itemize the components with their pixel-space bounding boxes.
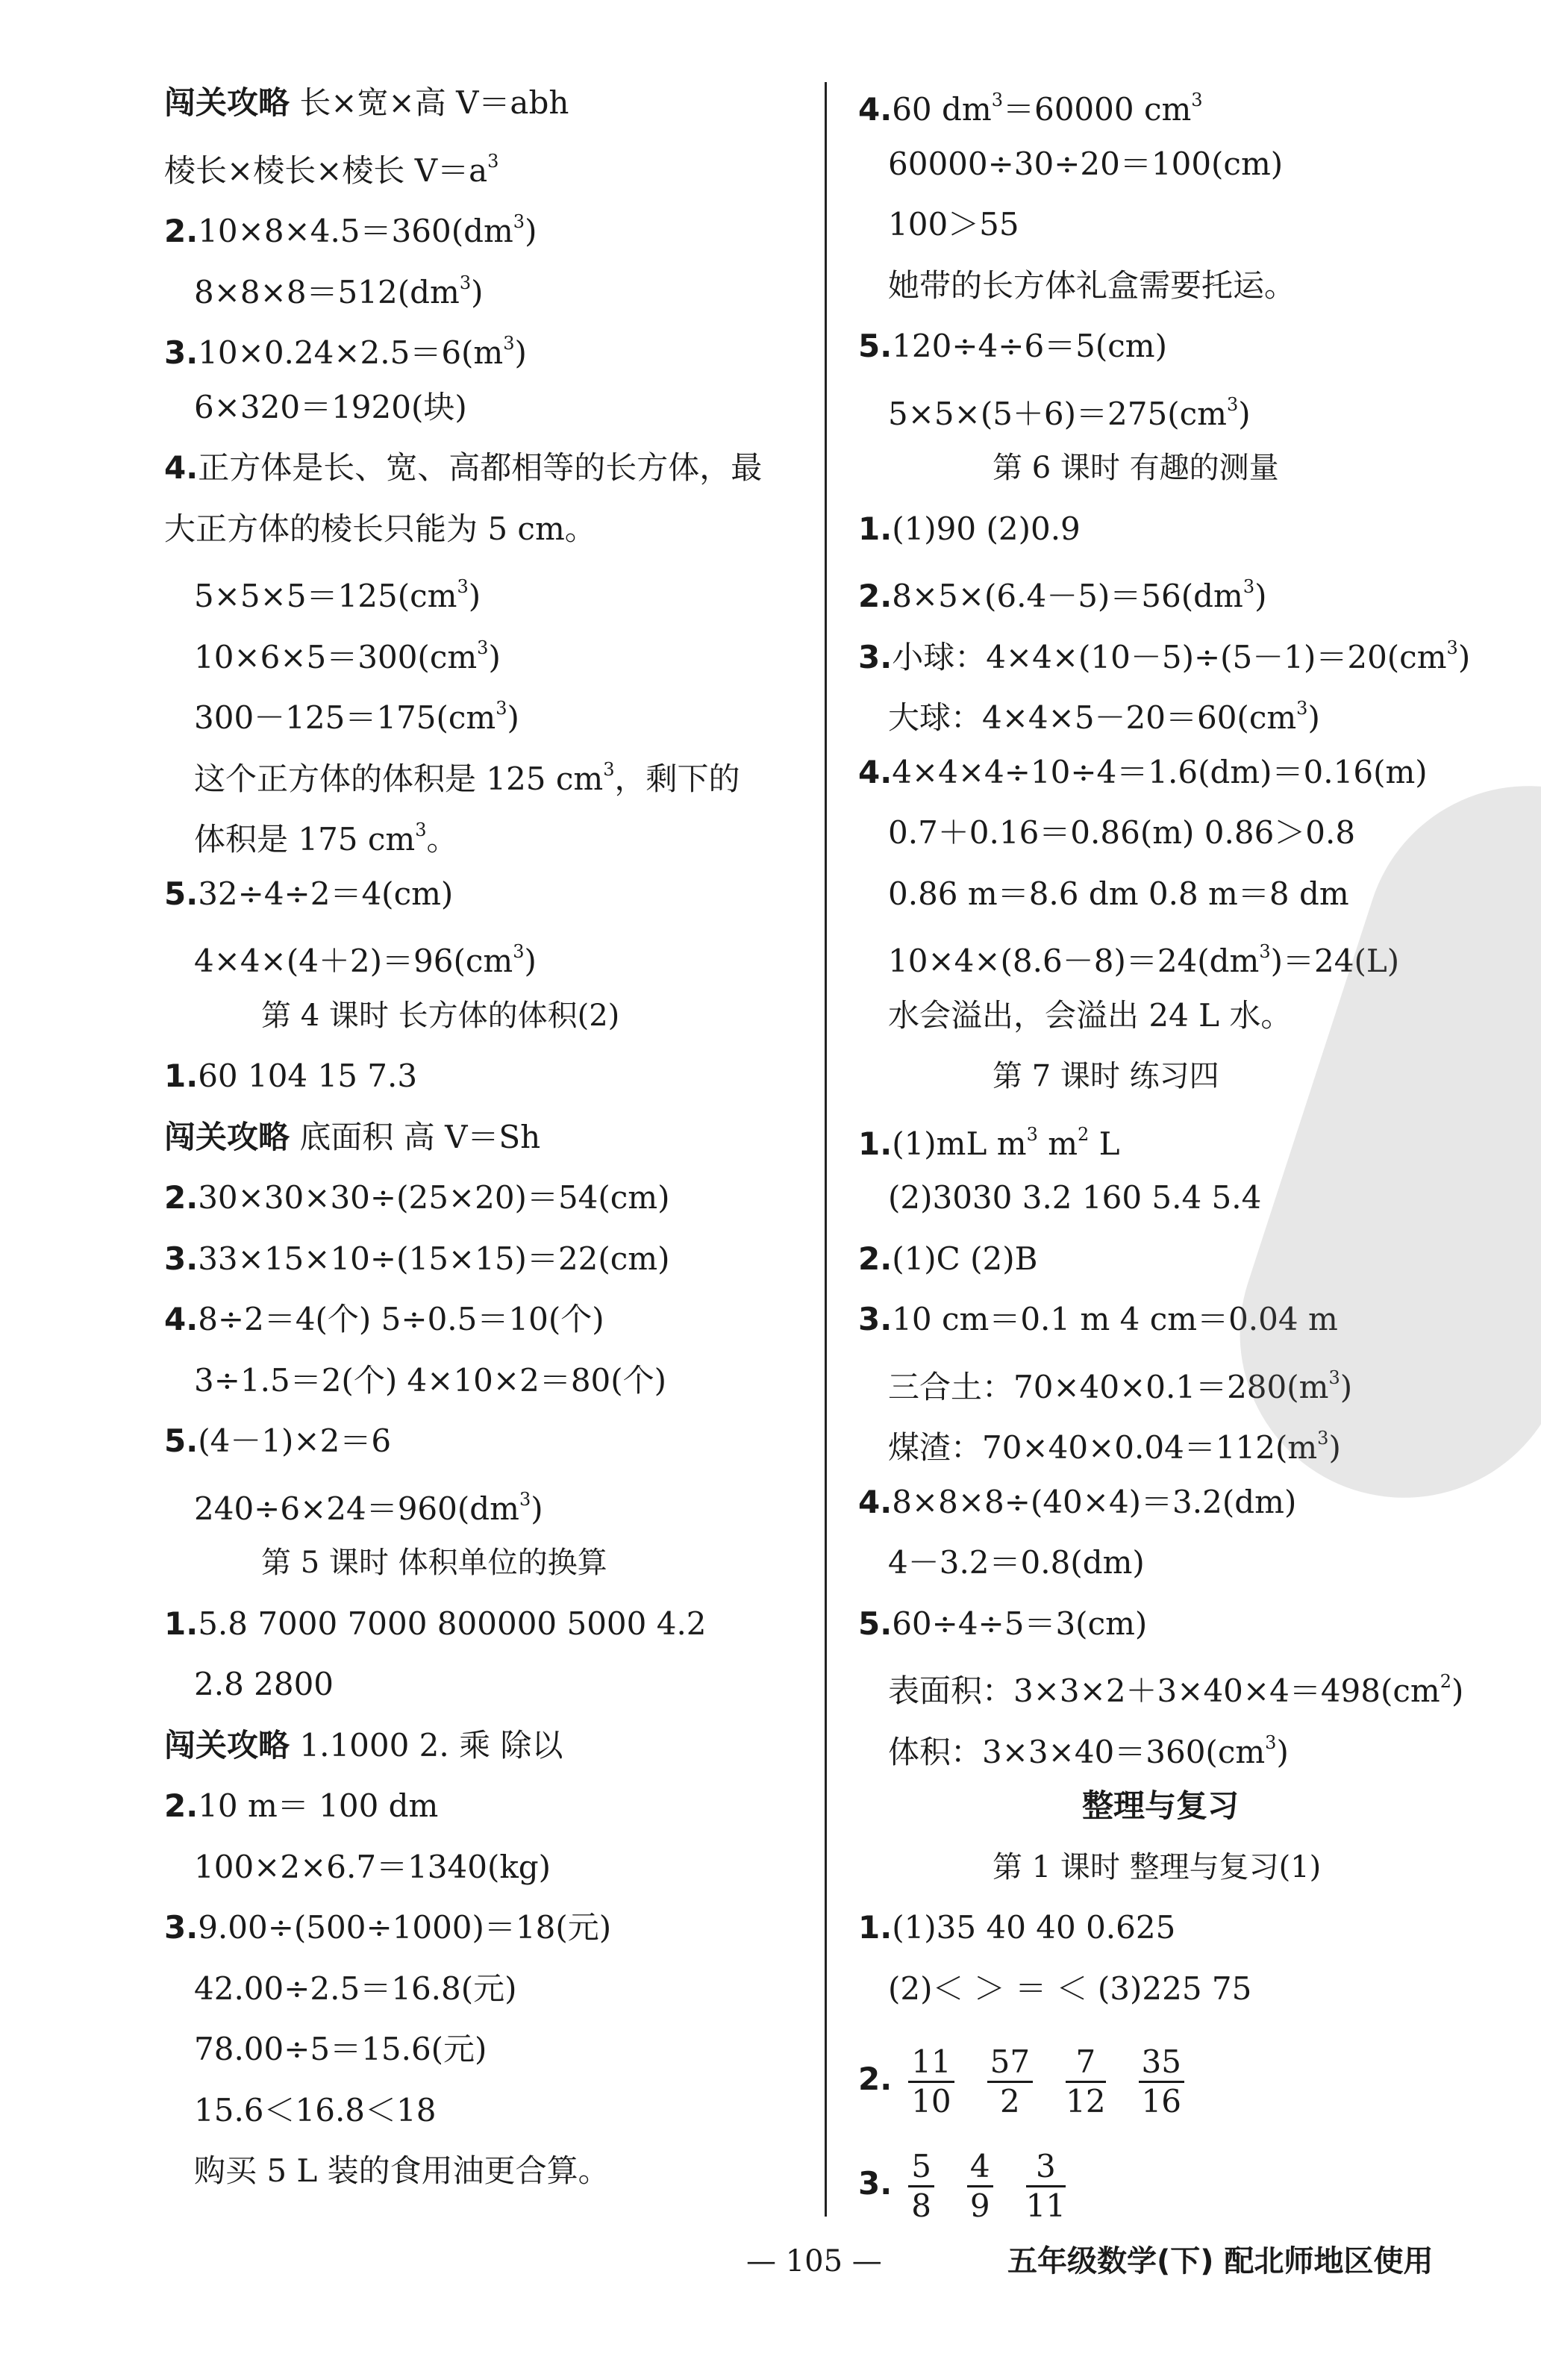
answer-text: 3÷1.5＝2(个) 4×10×2＝80(个): [194, 1361, 667, 1399]
answer-line: [194, 2088, 436, 2133]
lesson-heading-text: 第 1 课时 整理与复习(1): [993, 1849, 1322, 1884]
strategy-label: 闯关攻略: [164, 1726, 290, 1764]
denominator: 9: [969, 2187, 990, 2224]
answer-text: 100×2×6.7＝1340(kg): [194, 1848, 551, 1885]
lesson-heading: [993, 1054, 1219, 1099]
answer-line: [164, 81, 569, 125]
answer-item: [858, 324, 1167, 369]
answer-text: (1)C (2)B: [892, 1240, 1038, 1277]
denominator: 2: [1000, 2082, 1020, 2120]
answer-line: [888, 932, 1399, 977]
denominator: 12: [1066, 2082, 1106, 2120]
answer-text: $8\times 8\times 8=512(dm^3)$: [194, 272, 484, 310]
question-number: 2.: [858, 2061, 893, 2097]
denominator: 8: [911, 2187, 931, 2224]
answer-text: $10\times 4\times(8.6-8)=24(dm^3)=24(L)$: [888, 941, 1400, 979]
question-number: 4.: [164, 449, 199, 486]
answer-line: [194, 1480, 543, 1525]
answer-line: [888, 872, 1349, 916]
answer-item: [858, 81, 1203, 128]
answer-line: [194, 1845, 551, 1890]
question-number: 3.: [858, 1301, 893, 1337]
lesson-heading-text: 第 4 课时 长方体的体积(2): [261, 998, 620, 1033]
answer-text: 2.8 2800: [194, 1666, 334, 1702]
answer-text: 表面积：$3\times 3\times 2+3\times 40\times 4=498(cm^2)$: [888, 1671, 1464, 1709]
answer-text: 0.7＋0.16＝0.86(m) 0.86＞0.8: [888, 814, 1356, 851]
answer-text: 小球：$4\times 4\times(10-5)\div(5-1)=20(cm^3)$: [892, 637, 1471, 675]
answer-text: 棱长×棱长×棱长 $V=a^3$: [164, 150, 499, 189]
answer-text: $10\times 0.24\times 2.5=6(m^3)$: [198, 333, 527, 371]
fraction: [1139, 2043, 1184, 2120]
answer-line: [194, 1662, 334, 1707]
answer-item: [858, 750, 1428, 795]
answer-text: 32÷4÷2＝4(cm): [198, 875, 454, 912]
fraction: [1026, 2148, 1066, 2225]
question-number: 5.: [858, 328, 893, 364]
denominator: 10: [911, 2082, 951, 2120]
numerator: 57: [987, 2043, 1033, 2083]
section-title: [1082, 1784, 1239, 1828]
answer-line: [194, 2027, 487, 2072]
answer-line: [164, 1723, 563, 1768]
answer-item: [164, 1297, 604, 1342]
page-number: — 105 —: [746, 2244, 882, 2279]
question-number: 2.: [164, 1787, 199, 1824]
answer-text: 煤渣：$70\times 40\times 0.04=112(m^3)$: [888, 1428, 1341, 1466]
answer-text: 60 $dm^3=60000$ $cm^3$: [892, 90, 1203, 128]
question-number: 3.: [164, 334, 199, 371]
answer-item: [858, 628, 1470, 673]
answer-text: 三合土：$70\times 40\times 0.1=280(m^3)$: [888, 1367, 1353, 1405]
answer-item: [164, 324, 527, 369]
answer-line: [194, 567, 481, 612]
answer-line: [194, 1967, 517, 2011]
answer-line: [194, 263, 483, 308]
answer-text: 1.1000 2. 乘 除以: [290, 1726, 563, 1764]
answer-line: [194, 628, 501, 673]
answer-text: 这个正方体的体积是 125 $cm^3$，剩下的: [194, 758, 740, 797]
answer-item: [164, 1784, 438, 1828]
answer-line: [164, 1115, 540, 1160]
answer-text: 120÷4÷6＝5(cm): [892, 328, 1168, 364]
answer-line: [888, 1967, 1251, 2011]
answer-text: 8×8×8÷(40×4)＝3.2(dm): [892, 1483, 1297, 1520]
numerator: 5: [908, 2148, 934, 2187]
denominator: 16: [1141, 2082, 1181, 2120]
answer-text: $8\times 5\times(6.4-5)=56(dm^3)$: [892, 576, 1267, 614]
fraction: [1066, 2043, 1105, 2120]
answer-line: [888, 1540, 1145, 1585]
answer-line: [888, 1175, 1261, 1220]
answer-item: [858, 1115, 1120, 1160]
question-number: 1.: [164, 1058, 199, 1094]
answer-line: [888, 263, 1295, 308]
answer-text: 8÷2＝4(个) 5÷0.5＝10(个): [198, 1301, 604, 1337]
answer-item: [164, 446, 762, 490]
answer-line: [194, 932, 537, 977]
answer-text: 长×宽×高 V＝abh: [290, 84, 569, 121]
answer-item: [164, 1237, 670, 1281]
answer-item: [858, 1905, 1175, 1950]
lesson-heading: [261, 1540, 607, 1585]
question-number: 1.: [164, 1605, 199, 1642]
lesson-heading: [993, 1845, 1321, 1890]
answer-text: (2)3030 3.2 160 5.4 5.4: [888, 1179, 1262, 1216]
answer-line: [888, 1723, 1289, 1768]
answer-text: 60000÷30÷20＝100(cm): [888, 145, 1284, 182]
question-number: 3.: [164, 1240, 199, 1277]
question-number: 3.: [858, 2165, 893, 2202]
question-number: 4.: [164, 1301, 199, 1337]
answer-text: 60 104 15 7.3: [198, 1058, 418, 1094]
question-number: 4.: [858, 753, 893, 790]
answer-text: 她带的长方体礼盒需要托运。: [888, 266, 1296, 304]
question-number: 3.: [164, 1909, 199, 1946]
answer-text: $10\times 6\times 5=300(cm^3)$: [194, 637, 501, 675]
fraction-answer: [858, 2139, 1082, 2228]
question-number: 4.: [858, 1483, 893, 1520]
answer-text: $300-125=175(cm^3)$: [194, 698, 519, 736]
question-number: 2.: [164, 1179, 199, 1216]
answer-text: 15.6＜16.8＜18: [194, 2091, 437, 2128]
answer-text: 100＞55: [888, 206, 1019, 243]
answer-item: [858, 1602, 1147, 1646]
answer-line: [888, 1662, 1463, 1707]
lesson-heading-text: 第 6 课时 有趣的测量: [993, 451, 1279, 485]
answer-item: [858, 1480, 1296, 1525]
answer-line: [194, 750, 740, 795]
book-label: 五年级数学(下) 配北师地区使用: [1007, 2244, 1434, 2279]
answer-text: 4×4×4÷10÷4＝1.6(dm)＝0.16(m): [892, 753, 1428, 790]
answer-item: [164, 1175, 670, 1220]
answer-text: 10 cm＝0.1 m 4 cm＝0.04 m: [892, 1301, 1338, 1337]
answer-line: [888, 142, 1283, 187]
answer-text: (1)mL $m^3$ $m^2$ L: [892, 1123, 1120, 1162]
answer-item: [164, 1419, 391, 1464]
numerator: 7: [1066, 2043, 1105, 2083]
answer-item: [858, 567, 1267, 612]
answer-text: 4－3.2＝0.8(dm): [888, 1544, 1145, 1581]
answer-text: $5\times 5\times 5=125(cm^3)$: [194, 576, 481, 614]
answer-text: 78.00÷5＝15.6(元): [194, 2031, 487, 2067]
answer-text: 体积是 175 $cm^3$。: [194, 819, 458, 858]
answer-text: (1)35 40 40 0.625: [892, 1909, 1176, 1946]
answer-text: 33×15×10÷(15×15)＝22(cm): [198, 1240, 670, 1277]
answer-item: [164, 872, 453, 916]
answer-text: 5.8 7000 7000 800000 5000 4.2: [198, 1605, 707, 1642]
answer-item: [858, 507, 1081, 552]
strategy-label: 闯关攻略: [164, 1118, 290, 1155]
answer-text: 体积：$3\times 3\times 40=360(cm^3)$: [888, 1731, 1289, 1770]
answer-text: 购买 5 L 装的食用油更合算。: [194, 2152, 610, 2189]
answer-text: 9.00÷(500÷1000)＝18(元): [198, 1909, 612, 1946]
answer-item: [164, 1054, 417, 1099]
answer-text: 正方体是长、宽、高都相等的长方体，最: [198, 449, 763, 486]
answer-line: [194, 1358, 666, 1403]
fraction: [987, 2043, 1033, 2120]
answer-text: 0.86 m＝8.6 dm 0.8 m＝8 dm: [888, 875, 1349, 912]
fraction: [967, 2148, 993, 2225]
answer-text: 42.00÷2.5＝16.8(元): [194, 1970, 517, 2007]
lesson-heading: [993, 446, 1279, 490]
column-divider: [825, 82, 827, 2217]
answer-line: [888, 385, 1251, 430]
answer-text: (4－1)×2＝6: [198, 1422, 392, 1459]
fraction: [908, 2148, 934, 2225]
numerator: 11: [908, 2043, 954, 2083]
answer-line: [888, 689, 1320, 734]
numerator: 3: [1026, 2148, 1066, 2187]
question-number: 2.: [858, 578, 893, 614]
answer-text: 大球：$4\times 4\times 5-20=60(cm^3)$: [888, 698, 1320, 736]
question-number: 3.: [858, 638, 893, 675]
answer-line: [888, 810, 1355, 855]
question-number: 5.: [164, 1422, 199, 1459]
answer-text: $240\div 6\times 24=960(dm^3)$: [194, 1488, 543, 1527]
answer-line: [194, 810, 458, 858]
answer-item: [164, 1905, 611, 1950]
answer-text: $5\times 5\times(5+6)=275(cm^3)$: [888, 393, 1251, 432]
denominator: 11: [1025, 2187, 1066, 2224]
strategy-label: 闯关攻略: [164, 84, 290, 121]
question-number: 5.: [164, 875, 199, 912]
answer-item: [164, 202, 537, 247]
answer-text: 30×30×30÷(25×20)＝54(cm): [198, 1179, 670, 1216]
answer-text: 6×320＝1920(块): [194, 388, 467, 425]
lesson-heading-text: 第 5 课时 体积单位的换算: [261, 1546, 607, 1580]
answer-item: [164, 1602, 707, 1646]
answer-line: [194, 689, 519, 734]
answer-text: 10 m＝ 100 dm: [198, 1787, 439, 1824]
lesson-heading: [261, 993, 619, 1038]
answer-text: 大正方体的棱长只能为 5 cm。: [164, 510, 596, 547]
answer-line: [164, 507, 596, 552]
answer-text: $10\times 8\times 4.5=360(dm^3)$: [198, 211, 537, 249]
answer-text: $4\times 4\times(4+2)=96(cm^3)$: [194, 941, 537, 979]
answer-line: [888, 993, 1292, 1038]
answer-text: (2)＜ ＞ ＝ ＜ (3)225 75: [888, 1970, 1252, 2007]
answer-text: 水会溢出，会溢出 24 L 水。: [888, 996, 1292, 1034]
answer-text: 60÷4÷5＝3(cm): [892, 1605, 1148, 1642]
question-number: 5.: [858, 1605, 893, 1642]
numerator: 35: [1139, 2043, 1184, 2083]
answer-line: [164, 142, 498, 187]
question-number: 1.: [858, 1909, 893, 1946]
question-number: 1.: [858, 510, 893, 547]
question-number: 2.: [858, 1240, 893, 1277]
fraction-answer: [858, 2034, 1201, 2124]
numerator: 4: [967, 2148, 993, 2187]
lesson-heading-text: 第 7 课时 练习四: [993, 1059, 1219, 1093]
answer-item: [858, 1237, 1038, 1281]
question-number: 2.: [164, 213, 199, 249]
answer-line: [194, 2149, 610, 2193]
question-number: 1.: [858, 1125, 893, 1162]
answer-line: [194, 385, 467, 430]
fraction: [908, 2043, 954, 2120]
answer-line: [888, 202, 1019, 247]
answer-text: 底面积 高 V＝Sh: [290, 1118, 541, 1155]
section-title-text: 整理与复习: [1082, 1787, 1240, 1824]
answer-text: (1)90 (2)0.9: [892, 510, 1081, 547]
question-number: 4.: [858, 91, 893, 128]
